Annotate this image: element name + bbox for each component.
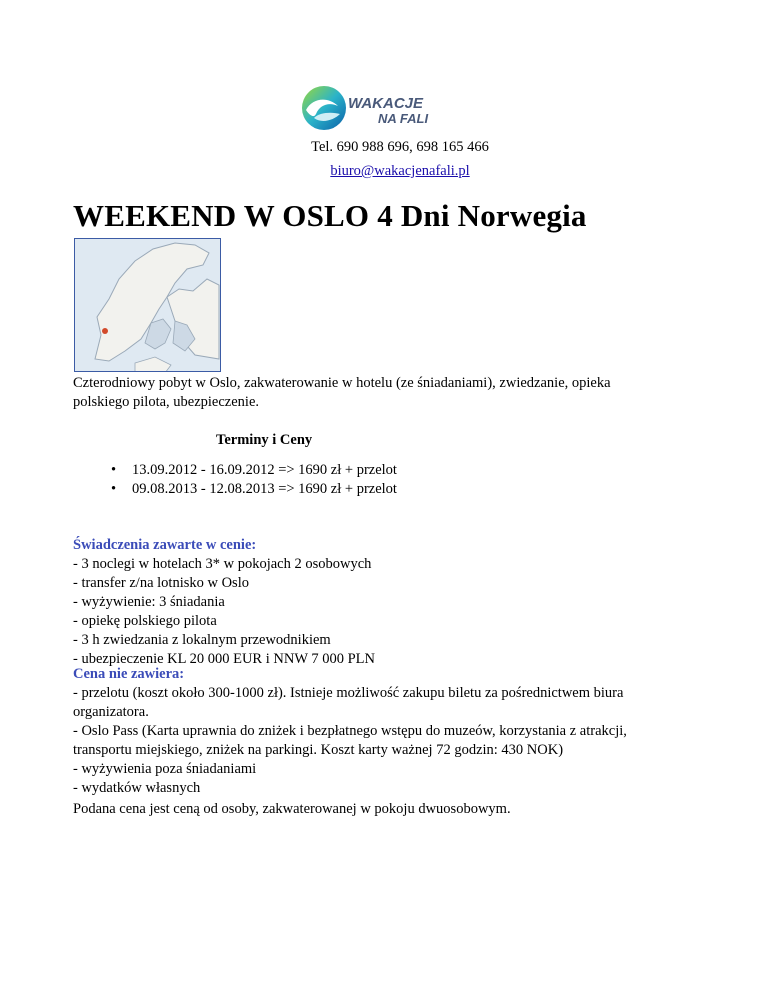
logo-text-line1: WAKACJE [348, 95, 424, 112]
list-item [111, 461, 397, 480]
list-item: - 3 noclegi w hotelach 3* w pokojach 2 osobowych [73, 556, 372, 572]
included-section [73, 536, 375, 669]
bullet-icon: • [111, 462, 117, 478]
price-note: Podana cena jest ceną od osoby, zakwaterowanej w pokoju dwuosobowym. [73, 801, 511, 817]
list-item: - wydatków własnych [73, 780, 201, 796]
company-logo [300, 84, 462, 132]
list-item: - przelotu (koszt około 300-1000 zł). Istnieje możliwość zakupu biletu za pośrednictwem biura [73, 685, 624, 701]
excluded-section [73, 665, 703, 798]
terms-heading: Terminy i Ceny [216, 432, 313, 448]
terms-list [111, 461, 397, 499]
list-item: - wyżywienia poza śniadaniami [73, 761, 257, 777]
intro-line: Czterodniowy pobyt w Oslo, zakwaterowanie w hotelu (ze śniadaniami), zwiedzanie, opieka [73, 375, 611, 391]
term-text: 09.08.2013 - 12.08.2013 => 1690 zł + przelot [132, 481, 397, 497]
list-item [111, 480, 397, 499]
list-item: - Oslo Pass (Karta uprawnia do zniżek i bezpłatnego wstępu do muzeów, korzystania z atrakcji, [73, 723, 627, 739]
term-text: 13.09.2012 - 16.09.2012 => 1690 zł + przelot [132, 462, 397, 478]
list-item: - wyżywienie: 3 śniadania [73, 594, 225, 610]
page-title: WEEKEND W OSLO 4 Dni Norwegia [73, 198, 587, 233]
intro-paragraph [73, 374, 693, 412]
oslo-marker-icon [102, 328, 108, 334]
intro-line: polskiego pilota, ubezpieczenie. [73, 394, 260, 410]
list-item: - opiekę polskiego pilota [73, 613, 217, 629]
wave-logo-icon [300, 84, 462, 132]
email-link[interactable]: biuro@wakacjenafali.pl [330, 163, 470, 179]
bullet-icon: • [111, 481, 117, 497]
excluded-heading: Cena nie zawiera: [73, 666, 185, 682]
phone-numbers: Tel. 690 988 696, 698 165 466 [311, 139, 489, 155]
map-icon [75, 239, 221, 372]
list-item: - 3 h zwiedzania z lokalnym przewodnikiem [73, 632, 331, 648]
logo-text-line2: NA FALI [378, 111, 429, 126]
list-item: - ubezpieczenie KL 20 000 EUR i NNW 7 000 PLN [73, 651, 376, 667]
list-item: - transfer z/na lotnisko w Oslo [73, 575, 249, 591]
list-item: transportu miejskiego, zniżek na parkingi. Koszt karty ważnej 72 godzin: 430 NOK) [73, 742, 564, 758]
scandinavia-map-image [74, 238, 221, 372]
list-item: organizatora. [73, 704, 149, 720]
included-heading: Świadczenia zawarte w cenie: [73, 537, 257, 553]
email-line [16, 163, 768, 180]
